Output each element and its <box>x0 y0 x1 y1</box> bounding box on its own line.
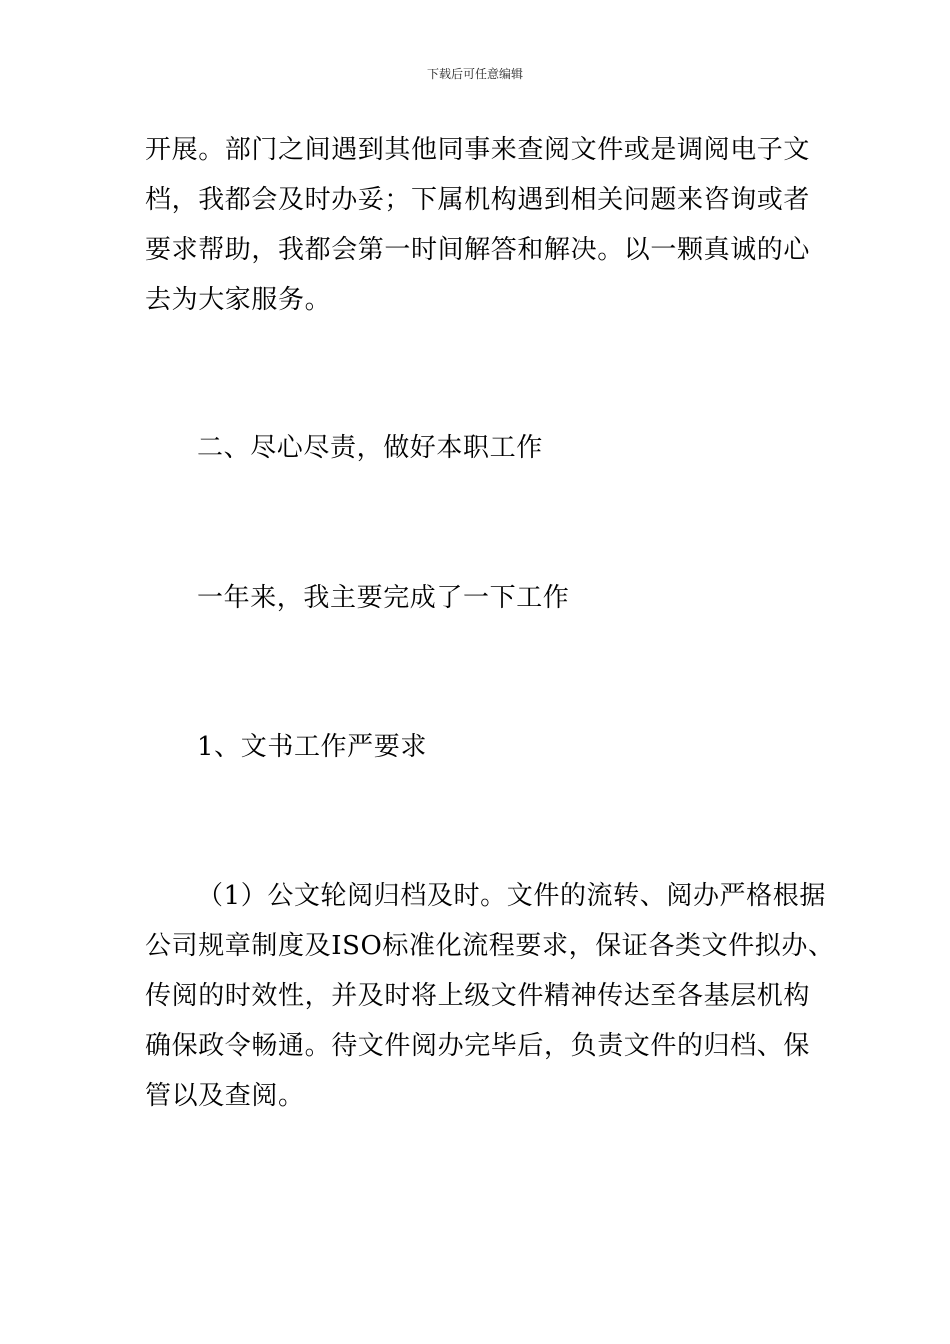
paragraph-2-line-2: 公司规章制度及ISO标准化流程要求，保证各类文件拟办、 <box>145 931 835 961</box>
page-header: 下载后可任意编辑 <box>426 67 523 81</box>
intro-line: 一年来，我主要完成了一下工作 <box>197 583 570 613</box>
paragraph-1-line-4: 去为大家服务。 <box>145 285 332 315</box>
section-heading-2: 二、尽心尽责，做好本职工作 <box>197 433 543 463</box>
paragraph-1-line-3: 要求帮助，我都会第一时间解答和解决。以一颗真诚的心 <box>145 235 811 265</box>
paragraph-2-line-1: （1）公文轮阅归档及时。文件的流转、阅办严格根据 <box>197 881 826 911</box>
paragraph-2-line-5: 管以及查阅。 <box>145 1081 305 1111</box>
paragraph-2-line-3: 传阅的时效性，并及时将上级文件精神传达至各基层机构 <box>145 981 811 1011</box>
paragraph-2-line-4: 确保政令畅通。待文件阅办完毕后，负责文件的归档、保 <box>145 1031 811 1061</box>
paragraph-1-line-2: 档，我都会及时办妥；下属机构遇到相关问题来咨询或者 <box>145 185 811 215</box>
item-1-heading: 1、文书工作严要求 <box>197 732 427 762</box>
paragraph-1-line-1: 开展。部门之间遇到其他同事来查阅文件或是调阅电子文 <box>145 135 811 165</box>
